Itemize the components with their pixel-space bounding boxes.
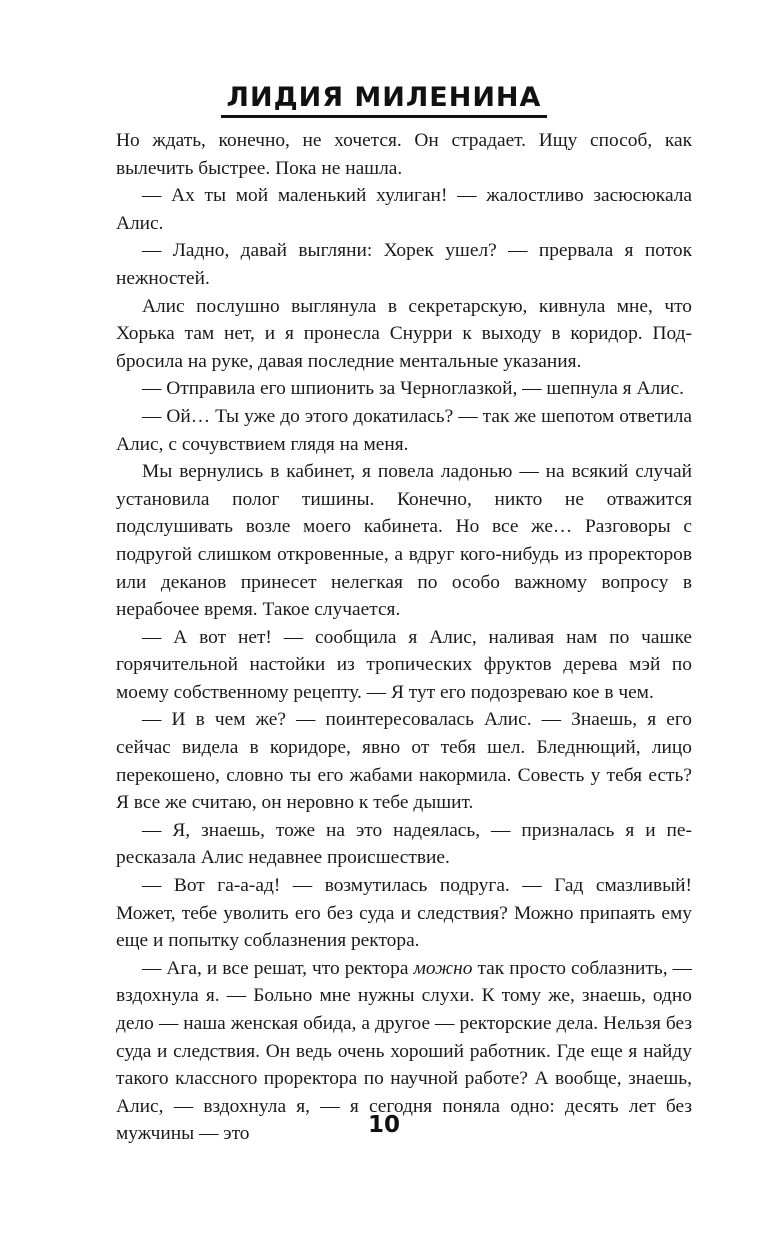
author-name: ЛИДИЯ МИЛЕНИНА: [221, 82, 548, 118]
paragraph: — А вот нет! — сообщила я Алис, наливая нам по чашке горячительной настойки из тропических фруктов дерева мэй по моему собственному рецепту. — Я тут его подозреваю кое в чем.: [116, 626, 692, 703]
paragraph: — Ах ты мой маленький хулиган! — жалостливо засюсюкала Алис.: [116, 185, 692, 234]
page-number: 10: [367, 1112, 400, 1138]
paragraph-text: — Ага, и все решат, что ректора: [142, 957, 414, 979]
paragraph: — Я, знаешь, тоже на это надеялась, — призналась я и пересказала Алис недавнее происшествие.: [116, 819, 692, 869]
paragraph: — Ладно, давай выгляни: Хорек ушел? — прервала я поток нежностей.: [116, 240, 692, 289]
paragraph: Мы вернулись в кабинет, я повела ладонью — на всякий случай установила полог тишины. Конечно, никто не отважится подслушивать возле моего кабинета. Но все же… Разговоры с подругой слишком откровенные, а вдруг кого-нибудь из проректоров или деканов принесет нелегкая по особо важному вопросу в нерабочее время. Такое случается.: [116, 461, 692, 621]
paragraph: Но ждать, конечно, не хочется. Он страдает. Ищу способ, как вылечить быстрее. Пока не нашла.: [116, 130, 692, 179]
paragraph: — Ой… Ты уже до этого докатилась? — так же шепотом ответила Алис, с сочувствием глядя на меня.: [116, 405, 692, 455]
paragraph: Алис послушно выглянула в секретарскую, кивнула мне, что Хорька там нет, и я пронесла Снурри к выходу в коридор. Подбросила на руке, давая последние ментальные указания.: [116, 295, 692, 372]
page-body: [116, 127, 692, 1148]
paragraph: — И в чем же? — поинтересовалась Алис. — Знаешь, я его сейчас видела в коридоре, явно от тебя шел. Бледнющий, лицо перекошено, словно ты его жабами накормила. Совесть у тебя есть? Я все же считаю, он неровно к тебе дышит.: [116, 709, 692, 814]
paragraph-text: так просто соблазнить, — вздохнула я. — Больно мне нужны слухи. К тому же, знаешь, одно дело — наша женская обида, а другое — ректорские дела. Нельзя без суда и следствия. Он ведь очень хороший работник. Где еще я найду такого классного проректора по научной работе? А вообще, знаешь, Алис, — вздохнула я, — я сегодня поняла одно: десять лет без мужчины — это: [116, 957, 693, 1145]
emphasis-text: можно: [413, 957, 473, 979]
paragraph: — Вот га-а-ад! — возмутилась подруга. — Гад смазливый! Может, тебе уволить его без суда и следствия? Можно припаять ему еще и попытку соблазнения ректора.: [116, 875, 692, 952]
paragraph: — Отправила его шпионить за Черноглазкой, — шепнула я Алис.: [142, 378, 684, 400]
running-header: [0, 82, 768, 118]
